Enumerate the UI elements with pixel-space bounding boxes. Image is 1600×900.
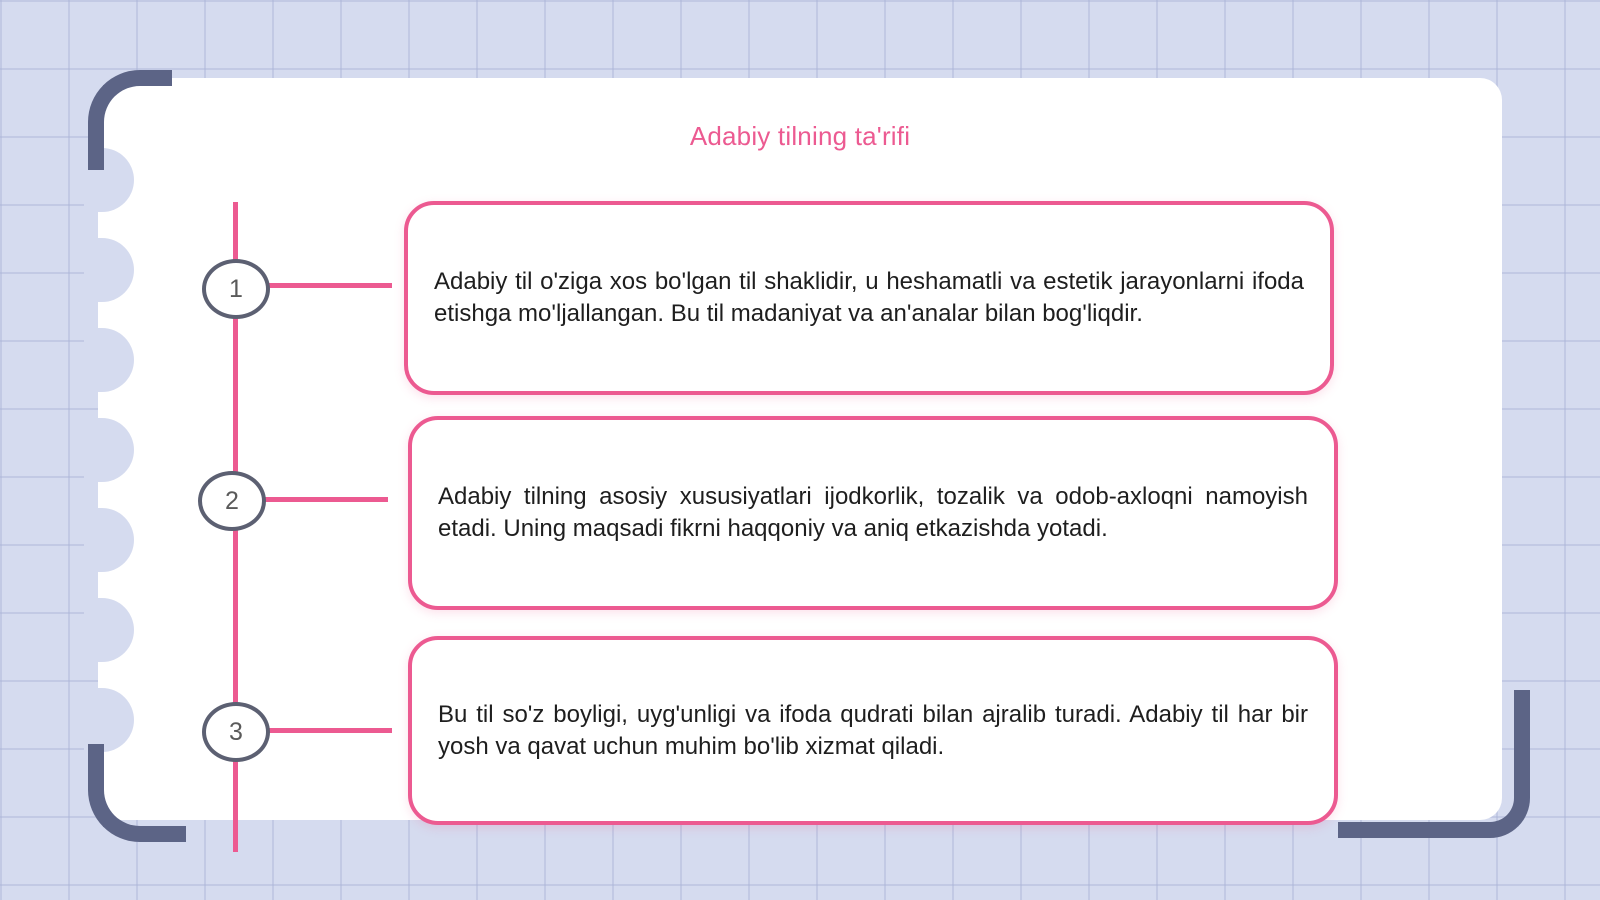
timeline-connector-2 [264,497,388,502]
corner-bracket-bottom-left [88,744,186,842]
step-number-1: 1 [202,259,270,319]
definition-text-1: Adabiy til o'ziga xos bo'lgan til shaklidir, u heshamatli va estetik jarayonlarni ifoda etishga mo'ljallangan. Bu til madaniyat va an'analar bilan bog'liqdir. [434,268,1304,327]
slide-title: Adabiy tilning ta'rifi [689,121,911,151]
card-notch [84,328,134,392]
step-number-2: 2 [198,471,266,531]
definition-text-3: Bu til so'z boyligi, uyg'unligi va ifoda qudrati bilan ajralib turadi. Adabiy til har bir yosh va qavat uchun muhim bo'lib xizmat qiladi. [438,700,1308,760]
definition-box-1 [404,201,1334,395]
timeline-connector-3 [268,728,392,733]
card-notch [84,418,134,482]
card-notch [84,598,134,662]
definition-box-2 [408,416,1338,610]
corner-bracket-bottom-right [1338,690,1530,838]
card-notch [84,238,134,302]
card-notch [84,688,134,752]
step-number-3: 3 [202,702,270,762]
card-notch [84,508,134,572]
definition-box-3 [408,636,1338,825]
corner-bracket-top-left [88,70,172,170]
timeline-connector-1 [268,283,392,288]
definition-text-2: Adabiy tilning asosiy xususiyatlari ijodkorlik, tozalik va odob-axloqni namoyish etadi. Uning maqsadi fikrni haqqoniy va aniq etkazishda yotadi. [438,483,1308,542]
